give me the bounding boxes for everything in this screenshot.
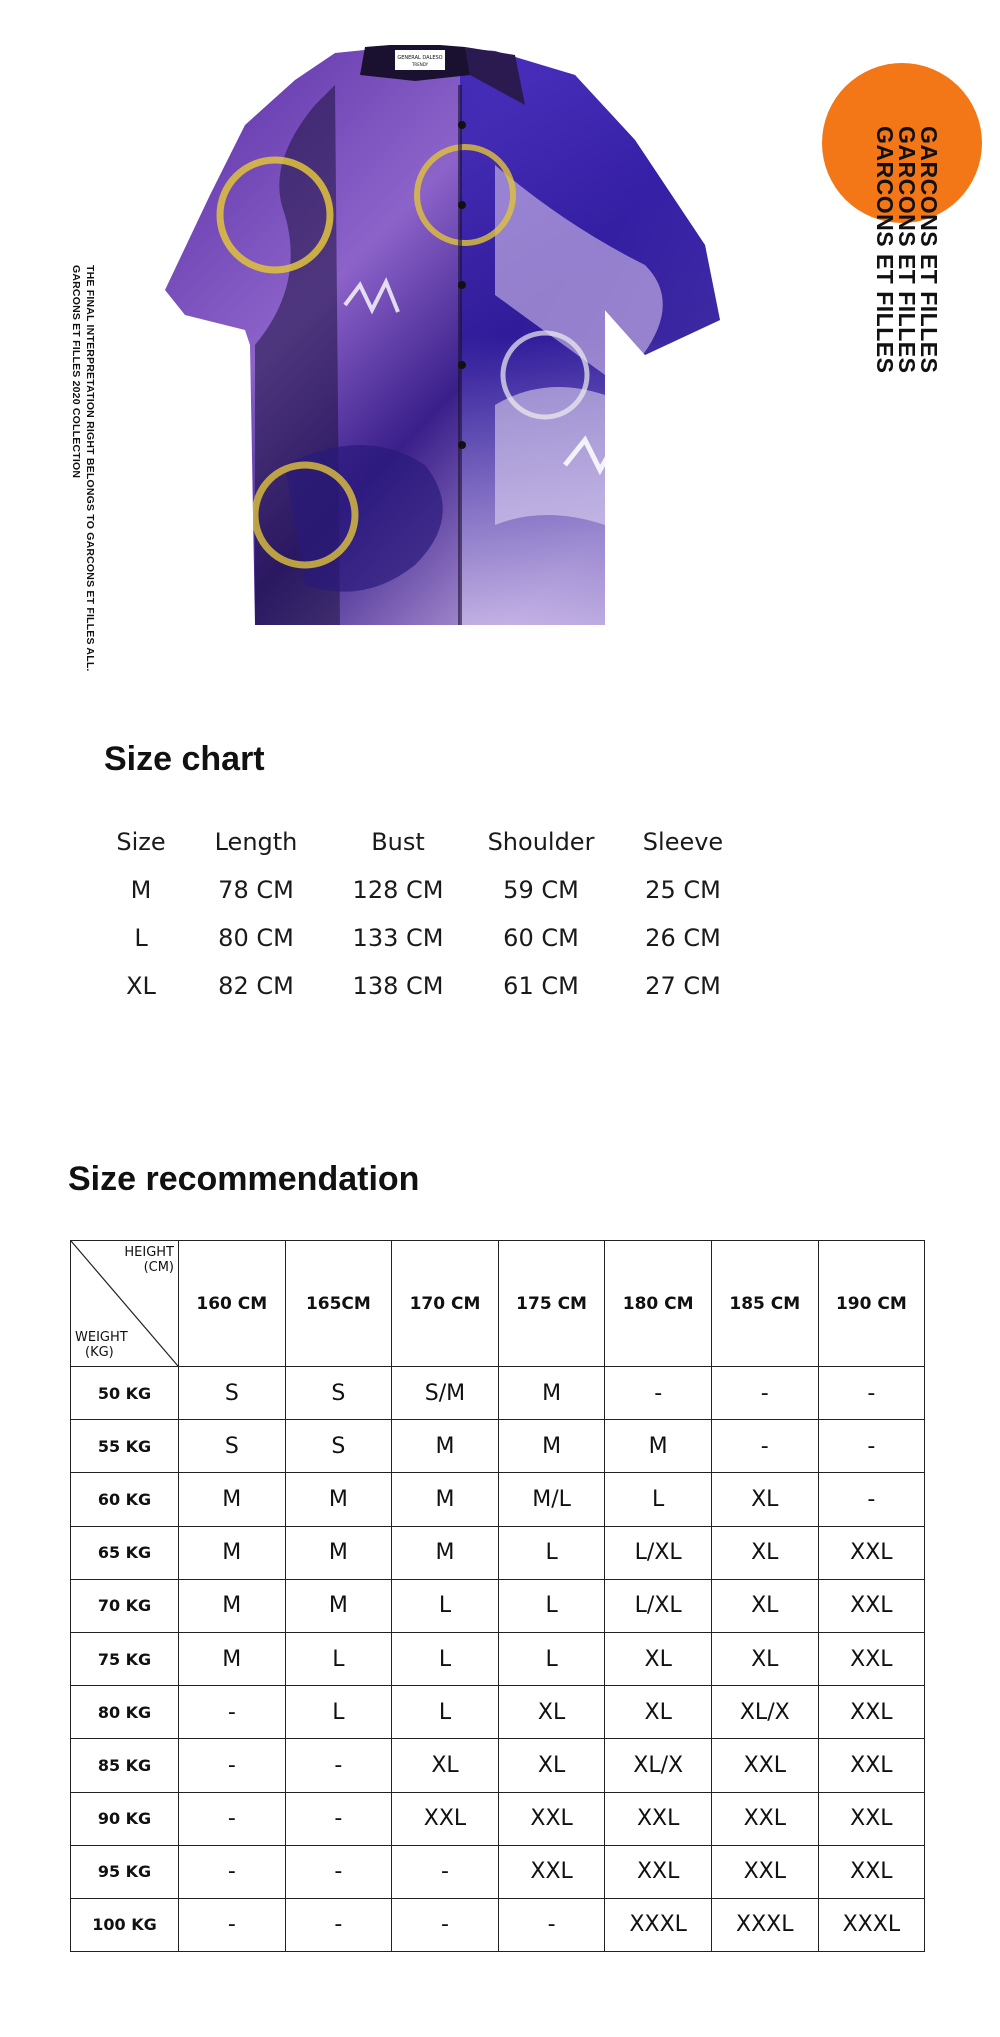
size-recommendation-table: [70, 1240, 925, 1952]
weight-cell: 85 KG: [71, 1739, 179, 1792]
size-chart-header: Sleeve: [642, 828, 724, 856]
recommended-size-cell: -: [392, 1845, 499, 1898]
size-chart-cell: L: [134, 924, 148, 952]
recommended-size-cell: M: [179, 1579, 286, 1632]
recommended-size-cell: XL: [711, 1473, 818, 1526]
size-chart-cell: M: [130, 876, 152, 904]
recommended-size-cell: -: [605, 1367, 712, 1420]
recommended-size-cell: XL: [711, 1526, 818, 1579]
collection-line: GARCONS ET FILLES 2020 COLLECTION: [70, 265, 82, 479]
recommended-size-cell: XL/X: [605, 1739, 712, 1792]
recommended-size-cell: M/L: [498, 1473, 605, 1526]
recommended-size-cell: XXL: [818, 1526, 925, 1579]
rec-row: [71, 1420, 925, 1473]
height-header: 165CM: [285, 1241, 392, 1367]
recommended-size-cell: XXL: [818, 1845, 925, 1898]
recommended-size-cell: M: [605, 1420, 712, 1473]
rec-row: [71, 1473, 925, 1526]
weight-cell: 60 KG: [71, 1473, 179, 1526]
recommended-size-cell: M: [392, 1473, 499, 1526]
recommended-size-cell: XL: [392, 1739, 499, 1792]
recommended-size-cell: M: [179, 1632, 286, 1685]
recommended-size-cell: -: [179, 1898, 286, 1951]
size-chart-cell: 27 CM: [645, 972, 721, 1000]
size-chart-header: Bust: [371, 828, 425, 856]
weight-cell: 55 KG: [71, 1420, 179, 1473]
brand-line: GARCONS ET FILLES: [894, 126, 920, 374]
brand-line: GARCONS ET FILLES: [916, 126, 942, 374]
recommended-size-cell: XXL: [818, 1686, 925, 1739]
recommended-size-cell: -: [711, 1367, 818, 1420]
height-header: 170 CM: [392, 1241, 499, 1367]
recommended-size-cell: XXL: [818, 1739, 925, 1792]
recommended-size-cell: L: [392, 1632, 499, 1685]
weight-axis-unit: (KG): [85, 1345, 114, 1360]
height-header: 190 CM: [818, 1241, 925, 1367]
recommended-size-cell: XL: [498, 1686, 605, 1739]
recommended-size-cell: XXL: [818, 1632, 925, 1685]
recommended-size-cell: M: [392, 1420, 499, 1473]
rec-row: [71, 1526, 925, 1579]
recommended-size-cell: L: [392, 1686, 499, 1739]
recommended-size-cell: XL: [498, 1739, 605, 1792]
recommended-size-cell: -: [179, 1792, 286, 1845]
rec-row: [71, 1686, 925, 1739]
size-chart-cell: 138 CM: [352, 972, 444, 1000]
recommended-size-cell: M: [179, 1526, 286, 1579]
recommended-size-cell: XL/X: [711, 1686, 818, 1739]
recommended-size-cell: S: [285, 1367, 392, 1420]
rec-row: [71, 1579, 925, 1632]
recommended-size-cell: L: [498, 1579, 605, 1632]
rec-row: [71, 1632, 925, 1685]
brand-vertical-title: [868, 126, 948, 388]
copyright-vertical-text: [52, 265, 98, 675]
recommended-size-cell: M: [179, 1473, 286, 1526]
recommended-size-cell: L: [392, 1579, 499, 1632]
size-chart-cell: 60 CM: [503, 924, 579, 952]
recommended-size-cell: S: [179, 1367, 286, 1420]
size-chart-cell: 59 CM: [503, 876, 579, 904]
weight-cell: 90 KG: [71, 1792, 179, 1845]
height-axis-label: HEIGHT: [124, 1245, 174, 1260]
recommended-size-cell: L/XL: [605, 1526, 712, 1579]
size-chart-cell: 78 CM: [218, 876, 294, 904]
size-chart-row: [100, 914, 750, 962]
size-chart-cell: 26 CM: [645, 924, 721, 952]
recommended-size-cell: XXL: [392, 1792, 499, 1845]
recommended-size-cell: L: [285, 1686, 392, 1739]
rec-row: [71, 1845, 925, 1898]
recommended-size-cell: XXXL: [605, 1898, 712, 1951]
recommended-size-cell: -: [818, 1473, 925, 1526]
weight-cell: 75 KG: [71, 1632, 179, 1685]
size-chart-cell: 133 CM: [352, 924, 444, 952]
recommended-size-cell: -: [285, 1792, 392, 1845]
recommended-size-cell: XXL: [711, 1792, 818, 1845]
recommended-size-cell: L: [285, 1632, 392, 1685]
rec-header-row: [71, 1241, 925, 1367]
height-axis-unit: (CM): [143, 1260, 174, 1275]
recommended-size-cell: L: [498, 1632, 605, 1685]
recommended-size-cell: L: [605, 1473, 712, 1526]
recommended-size-cell: XXL: [818, 1579, 925, 1632]
size-chart-cell: 80 CM: [218, 924, 294, 952]
recommended-size-cell: S: [179, 1420, 286, 1473]
recommended-size-cell: S/M: [392, 1367, 499, 1420]
size-recommendation-title: Size recommendation: [68, 1160, 420, 1198]
weight-cell: 100 KG: [71, 1898, 179, 1951]
recommended-size-cell: XXL: [605, 1845, 712, 1898]
recommended-size-cell: XXL: [498, 1845, 605, 1898]
recommended-size-cell: S: [285, 1420, 392, 1473]
recommended-size-cell: -: [392, 1898, 499, 1951]
rec-row: [71, 1739, 925, 1792]
recommended-size-cell: M: [392, 1526, 499, 1579]
brand-line: GARCONS ET FILLES: [872, 126, 898, 374]
size-chart-cell: 82 CM: [218, 972, 294, 1000]
size-chart-cell: 128 CM: [352, 876, 444, 904]
weight-cell: 70 KG: [71, 1579, 179, 1632]
recommended-size-cell: -: [818, 1420, 925, 1473]
collar-label-sub: TRENDY: [411, 62, 429, 67]
recommended-size-cell: -: [285, 1845, 392, 1898]
weight-cell: 65 KG: [71, 1526, 179, 1579]
weight-cell: 50 KG: [71, 1367, 179, 1420]
recommended-size-cell: L: [498, 1526, 605, 1579]
height-header: 175 CM: [498, 1241, 605, 1367]
rec-corner-cell: [71, 1241, 179, 1367]
size-chart-header-row: [100, 818, 750, 866]
size-chart-row: [100, 866, 750, 914]
recommended-size-cell: M: [498, 1367, 605, 1420]
weight-cell: 80 KG: [71, 1686, 179, 1739]
recommended-size-cell: -: [285, 1898, 392, 1951]
size-chart-header: Shoulder: [487, 828, 595, 856]
recommended-size-cell: -: [285, 1739, 392, 1792]
recommended-size-cell: -: [818, 1367, 925, 1420]
recommended-size-cell: XL: [605, 1632, 712, 1685]
product-shirt-image: [165, 45, 735, 630]
rec-row: [71, 1898, 925, 1951]
recommended-size-cell: XXL: [711, 1845, 818, 1898]
size-chart-cell: 61 CM: [503, 972, 579, 1000]
collar-label-text: GENERAL DALESO: [397, 55, 443, 61]
height-header: 185 CM: [711, 1241, 818, 1367]
weight-cell: 95 KG: [71, 1845, 179, 1898]
recommended-size-cell: -: [179, 1739, 286, 1792]
size-chart-row: [100, 962, 750, 1010]
size-chart-cell: XL: [126, 972, 156, 1000]
rec-body: [71, 1367, 925, 1952]
height-header: 180 CM: [605, 1241, 712, 1367]
size-chart-header: Length: [214, 828, 298, 856]
recommended-size-cell: M: [498, 1420, 605, 1473]
recommended-size-cell: XL: [711, 1632, 818, 1685]
recommended-size-cell: -: [179, 1686, 286, 1739]
copyright-line: THE FINAL INTERPRETATION RIGHT BELONGS TO GARCONS ET FILLES ALL.: [84, 265, 96, 672]
height-header: 160 CM: [179, 1241, 286, 1367]
recommended-size-cell: M: [285, 1473, 392, 1526]
product-hero: [0, 0, 1000, 680]
recommended-size-cell: XXL: [605, 1792, 712, 1845]
recommended-size-cell: M: [285, 1579, 392, 1632]
recommended-size-cell: -: [179, 1845, 286, 1898]
size-chart-cell: 25 CM: [645, 876, 721, 904]
recommended-size-cell: -: [711, 1420, 818, 1473]
weight-axis-label: WEIGHT: [75, 1330, 128, 1345]
size-chart-table: [100, 818, 750, 1010]
recommended-size-cell: XXL: [818, 1792, 925, 1845]
rec-row: [71, 1792, 925, 1845]
recommended-size-cell: -: [498, 1898, 605, 1951]
recommended-size-cell: XL: [711, 1579, 818, 1632]
recommended-size-cell: XL: [605, 1686, 712, 1739]
size-chart-header: Size: [116, 828, 166, 856]
size-chart-title: Size chart: [104, 740, 265, 778]
recommended-size-cell: XXXL: [818, 1898, 925, 1951]
rec-row: [71, 1367, 925, 1420]
recommended-size-cell: L/XL: [605, 1579, 712, 1632]
recommended-size-cell: XXL: [498, 1792, 605, 1845]
recommended-size-cell: XXXL: [711, 1898, 818, 1951]
recommended-size-cell: XXL: [711, 1739, 818, 1792]
recommended-size-cell: M: [285, 1526, 392, 1579]
